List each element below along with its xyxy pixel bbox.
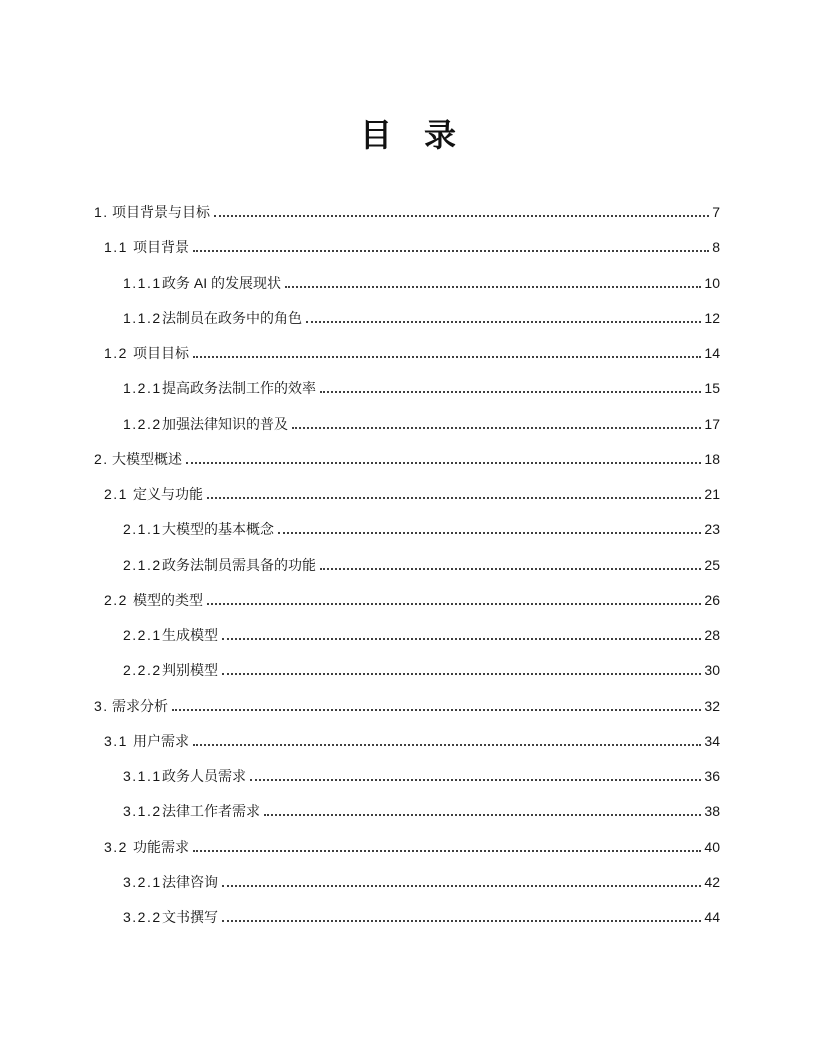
toc-entry-number: 3.2.2 bbox=[123, 909, 162, 925]
toc-entry bbox=[94, 803, 720, 819]
toc-entry-number: 1.1.1 bbox=[123, 274, 162, 291]
toc-entry-page: 18 bbox=[704, 450, 720, 467]
toc-leader-dots bbox=[193, 250, 709, 252]
toc-entry-label: 项目背景与目标 bbox=[112, 204, 210, 220]
toc-entry bbox=[94, 839, 720, 855]
toc-entry-label: 提高政务法制工作的效率 bbox=[162, 380, 316, 397]
toc-entry-number: 1.2.1 bbox=[123, 380, 162, 397]
toc-entry-number: 3.1.1 bbox=[123, 768, 162, 784]
toc-leader-dots bbox=[320, 568, 701, 570]
toc-entry-label: 政务 AI 的发展现状 bbox=[162, 274, 282, 291]
toc-list bbox=[94, 204, 720, 944]
toc-entry-page: 15 bbox=[704, 380, 720, 397]
toc-entry-number: 3.1.2 bbox=[123, 803, 162, 820]
toc-entry-page: 23 bbox=[704, 521, 720, 538]
toc-entry-label: 需求分析 bbox=[112, 697, 168, 714]
toc-entry-label: 项目目标 bbox=[133, 345, 189, 361]
toc-leader-dots bbox=[222, 885, 701, 887]
toc-entry-page: 40 bbox=[704, 838, 720, 855]
toc-leader-dots bbox=[250, 779, 701, 781]
toc-entry-page: 21 bbox=[704, 486, 720, 502]
toc-leader-dots bbox=[222, 673, 701, 675]
toc-entry-page: 42 bbox=[704, 873, 720, 890]
toc-entry-page: 28 bbox=[704, 627, 720, 643]
toc-leader-dots bbox=[285, 286, 701, 288]
toc-entry bbox=[94, 592, 720, 608]
toc-entry-number: 1.1.2 bbox=[123, 309, 162, 326]
toc-entry-number: 2.1.1 bbox=[123, 521, 162, 538]
toc-entry bbox=[94, 768, 720, 784]
toc-entry-number: 2.2.1 bbox=[123, 627, 162, 643]
toc-entry-page: 17 bbox=[704, 415, 720, 432]
toc-entry-label: 项目背景 bbox=[133, 239, 189, 256]
toc-leader-dots bbox=[193, 356, 701, 358]
toc-entry-number: 3.2 bbox=[104, 838, 128, 855]
toc-leader-dots bbox=[320, 391, 701, 393]
toc-leader-dots bbox=[193, 744, 701, 746]
toc-entry-label: 大模型概述 bbox=[112, 450, 182, 467]
toc-entry bbox=[94, 239, 720, 255]
toc-entry-label: 法律咨询 bbox=[162, 873, 218, 890]
toc-entry-page: 25 bbox=[704, 556, 720, 573]
toc-entry bbox=[94, 733, 720, 749]
toc-entry bbox=[94, 380, 720, 396]
toc-entry-label: 加强法律知识的普及 bbox=[162, 415, 288, 432]
toc-leader-dots bbox=[207, 497, 701, 499]
toc-entry-number: 3. bbox=[94, 697, 109, 714]
toc-leader-dots bbox=[278, 532, 701, 534]
toc-entry bbox=[94, 874, 720, 890]
toc-entry-label: 判别模型 bbox=[162, 662, 218, 679]
toc-entry-number: 1.2.2 bbox=[123, 415, 162, 432]
toc-leader-dots bbox=[264, 814, 701, 816]
toc-entry bbox=[94, 627, 720, 643]
toc-leader-dots bbox=[306, 321, 701, 323]
toc-leader-dots bbox=[207, 603, 701, 605]
toc-entry bbox=[94, 486, 720, 502]
toc-entry-number: 1.1 bbox=[104, 239, 128, 256]
toc-entry-page: 30 bbox=[704, 662, 720, 679]
toc-entry-label: 文书撰写 bbox=[162, 909, 218, 925]
toc-entry bbox=[94, 521, 720, 537]
toc-leader-dots bbox=[172, 709, 701, 711]
toc-entry bbox=[94, 345, 720, 361]
toc-entry bbox=[94, 662, 720, 678]
toc-entry bbox=[94, 451, 720, 467]
toc-entry-label: 用户需求 bbox=[133, 732, 189, 749]
toc-entry-number: 2.1 bbox=[104, 486, 128, 502]
toc-entry-number: 2.2.2 bbox=[123, 662, 162, 679]
toc-entry bbox=[94, 275, 720, 291]
toc-entry-number: 1. bbox=[94, 204, 109, 220]
toc-entry-label: 政务人员需求 bbox=[162, 768, 246, 784]
toc-leader-dots bbox=[222, 920, 701, 922]
toc-entry-number: 2.2 bbox=[104, 591, 128, 608]
toc-entry-page: 8 bbox=[712, 239, 720, 256]
toc-entry bbox=[94, 416, 720, 432]
toc-entry-page: 32 bbox=[704, 697, 720, 714]
toc-title: 目 录 bbox=[359, 117, 456, 153]
toc-leader-dots bbox=[214, 215, 709, 217]
toc-entry-page: 38 bbox=[704, 803, 720, 820]
toc-entry-page: 34 bbox=[704, 732, 720, 749]
toc-entry-label: 生成模型 bbox=[162, 627, 218, 643]
toc-entry-page: 10 bbox=[704, 274, 720, 291]
toc-entry-label: 政务法制员需具备的功能 bbox=[162, 556, 316, 573]
toc-entry-label: 模型的类型 bbox=[133, 591, 203, 608]
toc-entry-page: 14 bbox=[704, 345, 720, 361]
toc-entry bbox=[94, 698, 720, 714]
toc-entry-number: 2. bbox=[94, 450, 109, 467]
toc-entry bbox=[94, 557, 720, 573]
toc-entry bbox=[94, 204, 720, 220]
toc-entry-label: 大模型的基本概念 bbox=[162, 521, 274, 538]
toc-entry-page: 36 bbox=[704, 768, 720, 784]
toc-entry-number: 3.2.1 bbox=[123, 873, 162, 890]
toc-entry-page: 44 bbox=[704, 909, 720, 925]
toc-entry-label: 定义与功能 bbox=[133, 486, 203, 502]
toc-entry-label: 法律工作者需求 bbox=[162, 803, 260, 820]
toc-leader-dots bbox=[222, 638, 701, 640]
toc-leader-dots bbox=[193, 850, 701, 852]
toc-entry-label: 功能需求 bbox=[133, 838, 189, 855]
toc-entry-label: 法制员在政务中的角色 bbox=[162, 309, 302, 326]
toc-entry-page: 26 bbox=[704, 591, 720, 608]
toc-entry-number: 1.2 bbox=[104, 345, 128, 361]
toc-entry-number: 2.1.2 bbox=[123, 556, 162, 573]
toc-entry-page: 12 bbox=[704, 309, 720, 326]
toc-entry-page: 7 bbox=[712, 204, 720, 220]
toc-entry bbox=[94, 310, 720, 326]
toc-entry bbox=[94, 909, 720, 925]
toc-entry-number: 3.1 bbox=[104, 732, 128, 749]
toc-leader-dots bbox=[292, 427, 701, 429]
toc-leader-dots bbox=[186, 462, 701, 464]
